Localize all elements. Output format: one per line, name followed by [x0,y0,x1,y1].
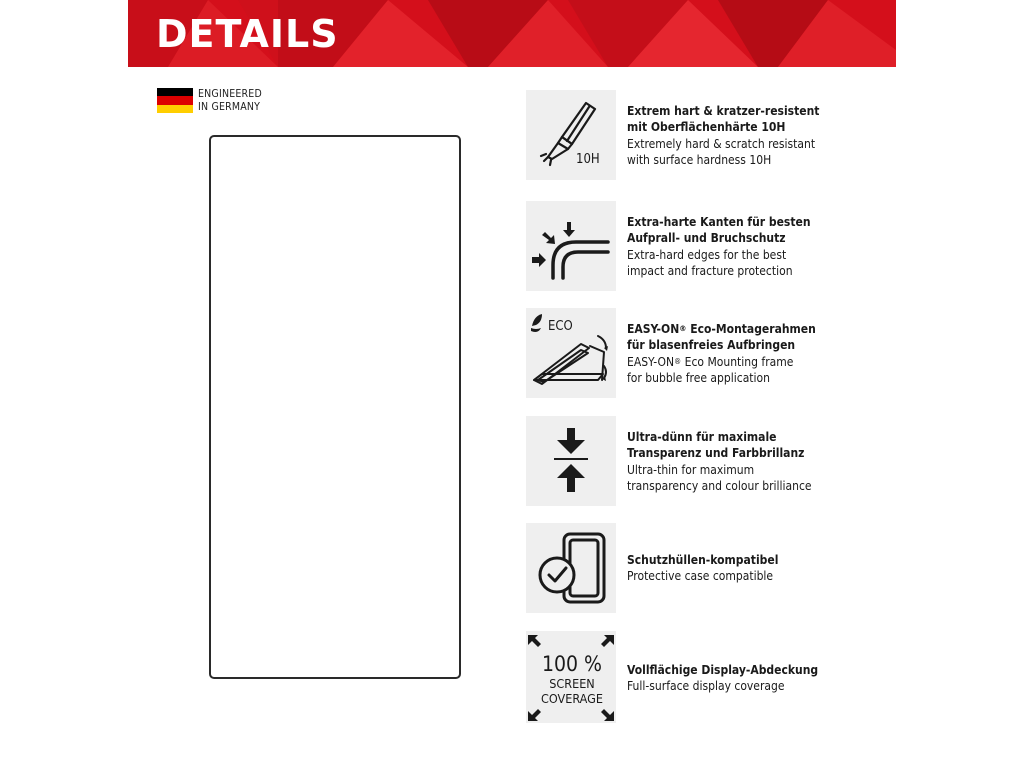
feature-ultra-thin-title-de-2: Transparenz und Farbbrillanz [627,446,805,461]
feature-ultra-thin-text [627,429,812,494]
feature-case-compatible-text-en: Protective case compatible [627,569,774,584]
case-compatible-icon [526,523,616,613]
coverage-screen-label: SCREEN [549,676,595,691]
feature-hardness-title-de-2: mit Oberflächenhärte 10H [627,120,786,135]
germany-flag-icon [157,88,193,113]
hard-edge-impact-icon [526,201,616,291]
full-coverage-icon [526,631,616,723]
feature-full-coverage [526,631,906,721]
feature-hardness-text [627,103,819,168]
feature-case-compatible-title-de: Schutzhüllen-kompatibel [627,553,779,567]
feature-case-compatible-text [627,552,778,585]
feature-eco-frame-text-en-2: for bubble free application [627,370,770,385]
feature-ultra-thin-title-de-1: Ultra-dünn für maximale [627,430,777,444]
feature-hardness-text-en-2: with surface hardness 10H [627,152,772,167]
screen-protector-outline [209,135,461,679]
feature-hard-edges [526,201,906,291]
feature-eco-frame-title-de-1: EASY-ON® Eco-Montagerahmen [627,322,816,336]
engineered-line-2: IN GERMANY [198,101,261,113]
feature-hard-edges-text-en-1: Extra-hard edges for the best [627,247,787,262]
feature-eco-frame [526,308,906,398]
ultra-thin-arrows-icon [526,416,616,506]
feature-ultra-thin-text-en-2: transparency and colour brilliance [627,478,812,493]
coverage-coverage-label: COVERAGE [541,691,603,706]
feature-hard-edges-text-en-2: impact and fracture protection [627,263,793,278]
page-title: DETAILS [156,12,339,56]
feature-hard-edges-title-de-1: Extra-harte Kanten für besten [627,215,811,229]
feature-full-coverage-text-en: Full-surface display coverage [627,679,785,694]
engineered-line-1: ENGINEERED [198,88,262,100]
feature-hard-edges-title-de-2: Aufprall- und Bruchschutz [627,231,786,246]
scalpel-hardness-icon [526,90,616,180]
feature-full-coverage-text [627,662,818,695]
feature-ultra-thin-text-en-1: Ultra-thin for maximum [627,462,755,477]
feature-eco-frame-title-de-2: für blasenfreies Aufbringen [627,338,796,353]
engineered-badge [198,88,262,114]
feature-hard-edges-text [627,214,811,279]
coverage-percent-label: 100 % [541,652,603,676]
feature-eco-frame-text [627,321,816,386]
feature-eco-frame-text-en-1: EASY-ON® Eco Mounting frame [627,354,794,369]
hardness-icon-label: 10H [576,152,600,167]
eco-mounting-frame-icon [526,308,616,398]
feature-hardness-title-de-1: Extrem hart & kratzer-resistent [627,104,820,118]
feature-case-compatible [526,523,906,613]
feature-ultra-thin [526,416,906,506]
feature-hardness [526,90,906,180]
feature-full-coverage-title-de: Vollflächige Display-Abdeckung [627,663,819,677]
header-banner [128,0,896,67]
eco-icon-label: ECO [548,319,573,334]
feature-hardness-text-en-1: Extremely hard & scratch resistant [627,136,816,151]
